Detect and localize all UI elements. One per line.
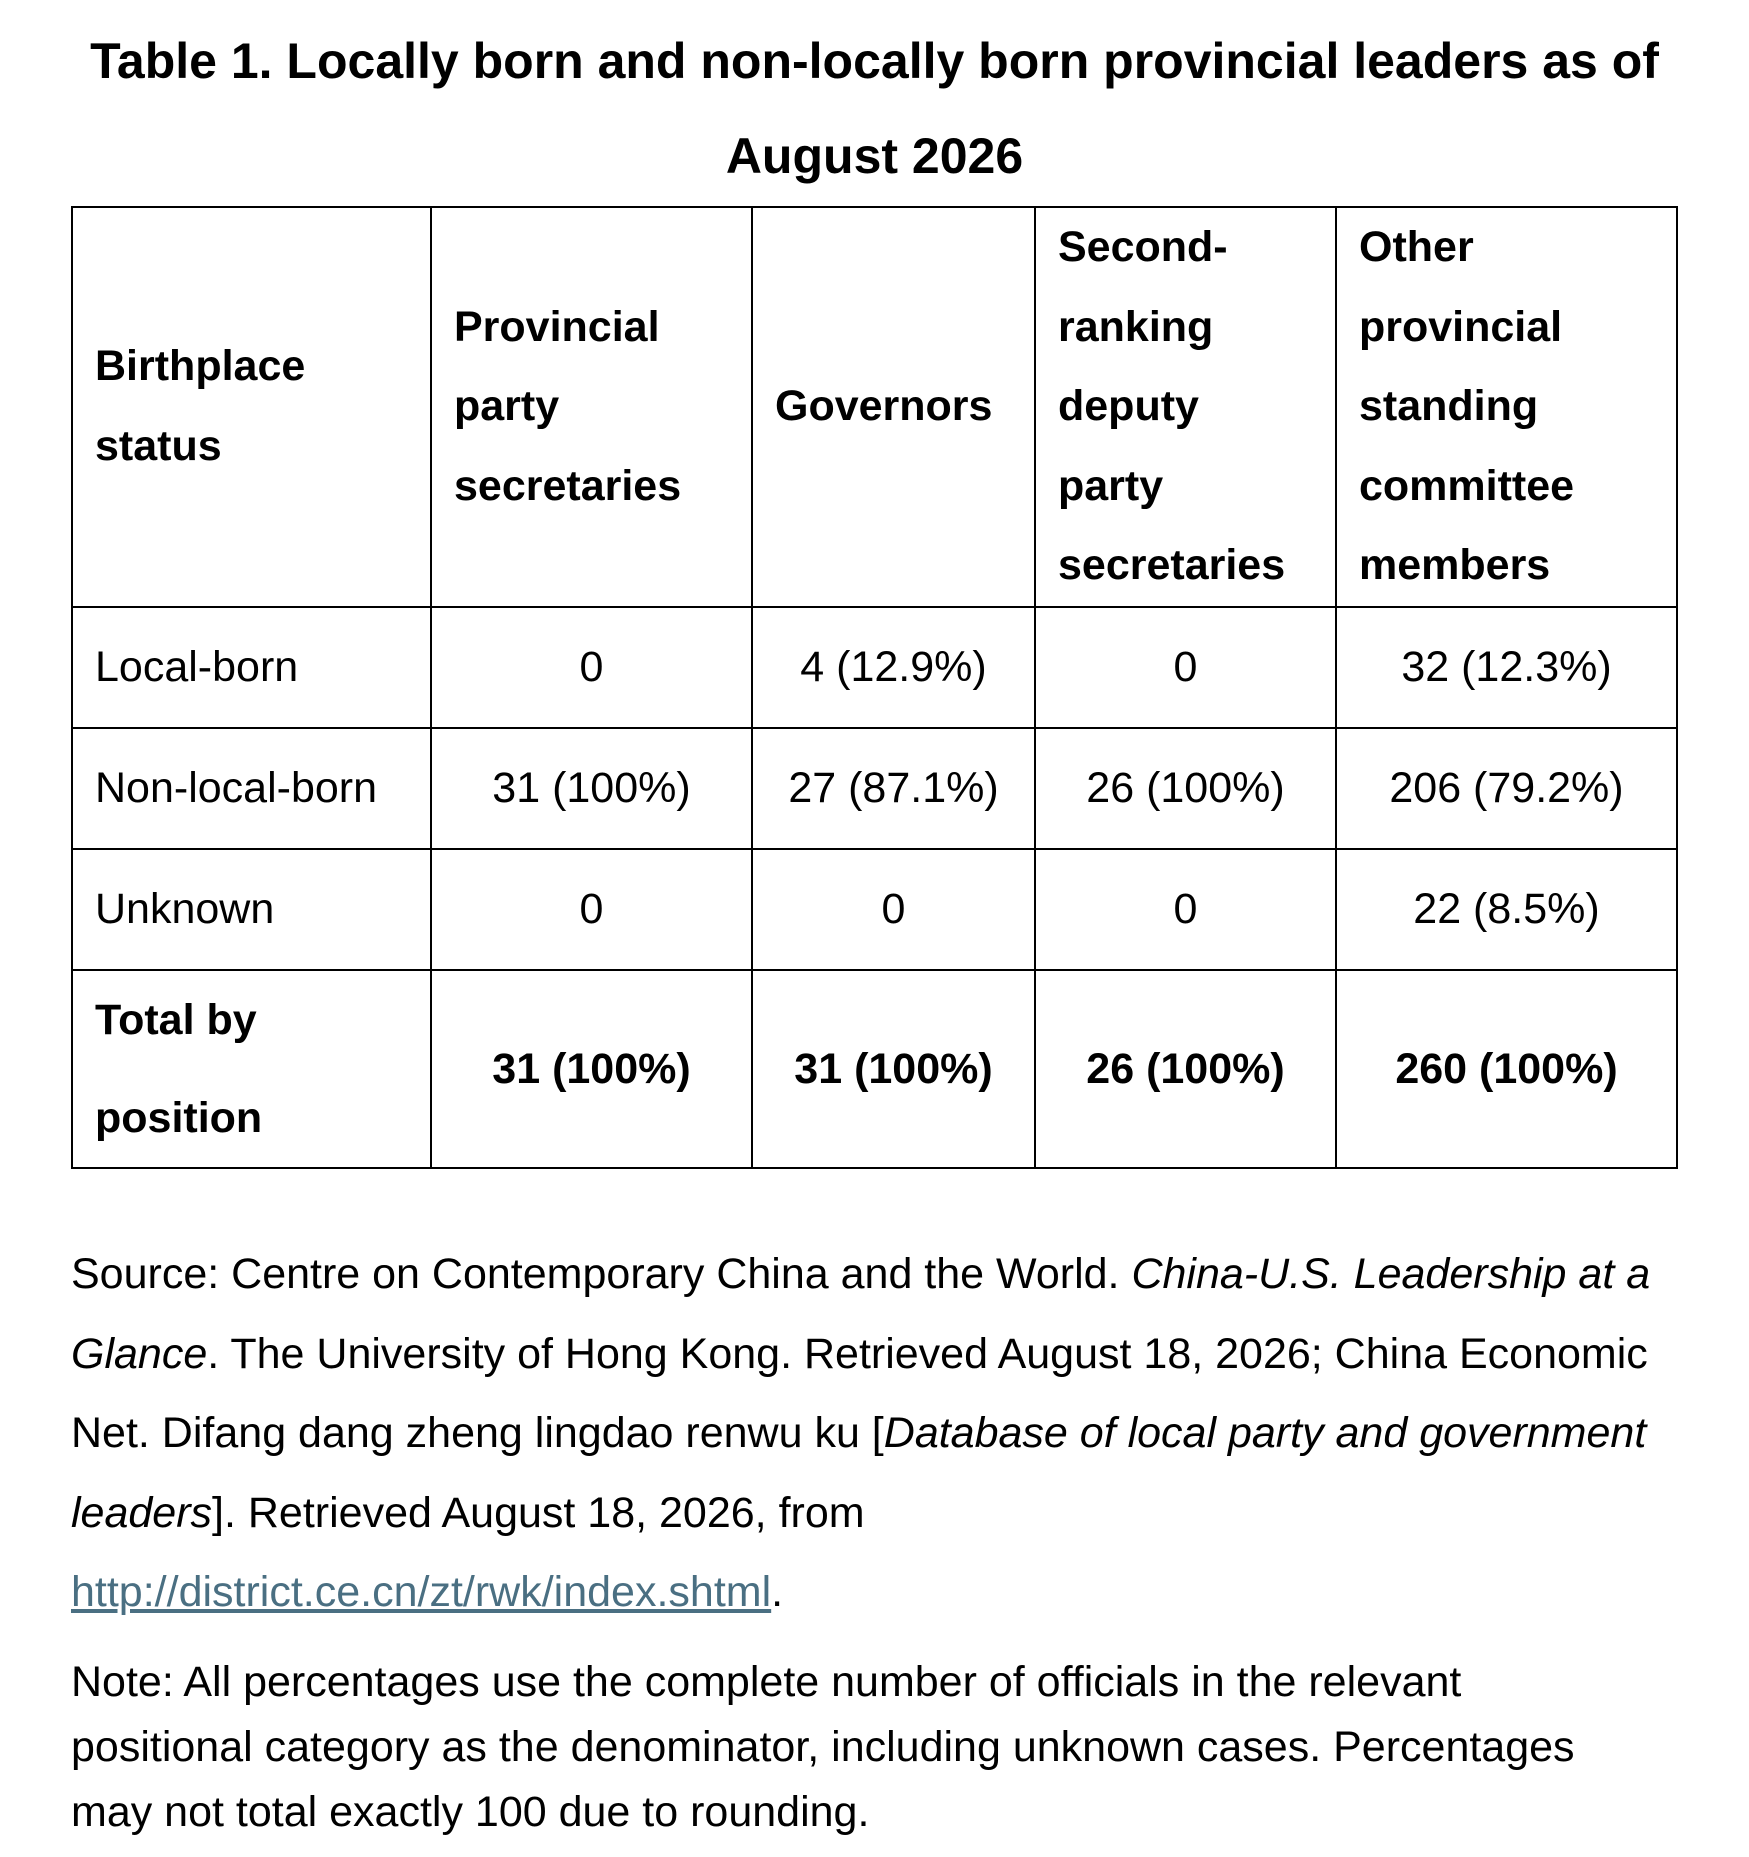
table-cell: 206 (79.2%) [1336,728,1677,849]
table-cell: 26 (100%) [1035,728,1336,849]
table-cell: 27 (87.1%) [752,728,1035,849]
header-birthplace-status: Birthplace status [72,207,431,607]
table-title [0,14,1749,204]
total-cell: 260 (100%) [1336,970,1677,1168]
birthplace-table [71,206,1678,1169]
table-title-line-1: Table 1. Locally born and non-locally born provincial leaders as of [90,33,1659,89]
source-title-italic: China-U.S. Leadership at a Glance [71,1250,1651,1378]
row-label: Non-local-born [72,728,431,849]
total-cell: 31 (100%) [431,970,752,1168]
table-cell: 0 [1035,607,1336,728]
row-label: Unknown [72,849,431,970]
table-row [72,849,1677,970]
total-cell: 31 (100%) [752,970,1035,1168]
header-provincial-party-secretaries: Provincial party secretaries [431,207,752,607]
table-cell: 0 [431,849,752,970]
table-cell: 4 (12.9%) [752,607,1035,728]
table-cell: 0 [752,849,1035,970]
header-row [72,207,1677,607]
total-row [72,970,1677,1168]
table-cell: 22 (8.5%) [1336,849,1677,970]
database-title-italic: Database of local party and government leaders [71,1409,1647,1537]
header-other-standing-committee-members: Other provincial standing committee members [1336,207,1677,607]
table-cell: 31 (100%) [431,728,752,849]
table-row [72,607,1677,728]
header-governors: Governors [752,207,1035,607]
source-link[interactable]: http://district.ce.cn/zt/rwk/index.shtml [71,1568,772,1616]
table-row [72,728,1677,849]
table-cell: 32 (12.3%) [1336,607,1677,728]
table-cell: 0 [431,607,752,728]
source-citation: Source: Centre on Contemporary China and the World. China-U.S. Leadership at a Glance. The University of Hong Kong. Retrieved August 18, 2026; China Economic Net. Difang dang zheng lingdao renwu ku [Database of local party and government leaders]. Retrieved August 18, 2026, from http://district.ce.cn/zt/rwk/index.shtml. [71,1250,1651,1616]
table-title-line-2: August 2026 [725,128,1024,184]
table-note: Note: All percentages use the complete number of officials in the relevant positional category as the denominator, including unknown cases. Percentages may not total exactly 100 due to rounding. [71,1658,1575,1836]
total-cell: 26 (100%) [1035,970,1336,1168]
total-row-label: Total by position [72,970,431,1168]
table-cell: 0 [1035,849,1336,970]
header-second-ranking-deputy-party-secretaries: Second- ranking deputy party secretaries [1035,207,1336,607]
row-label: Local-born [72,607,431,728]
